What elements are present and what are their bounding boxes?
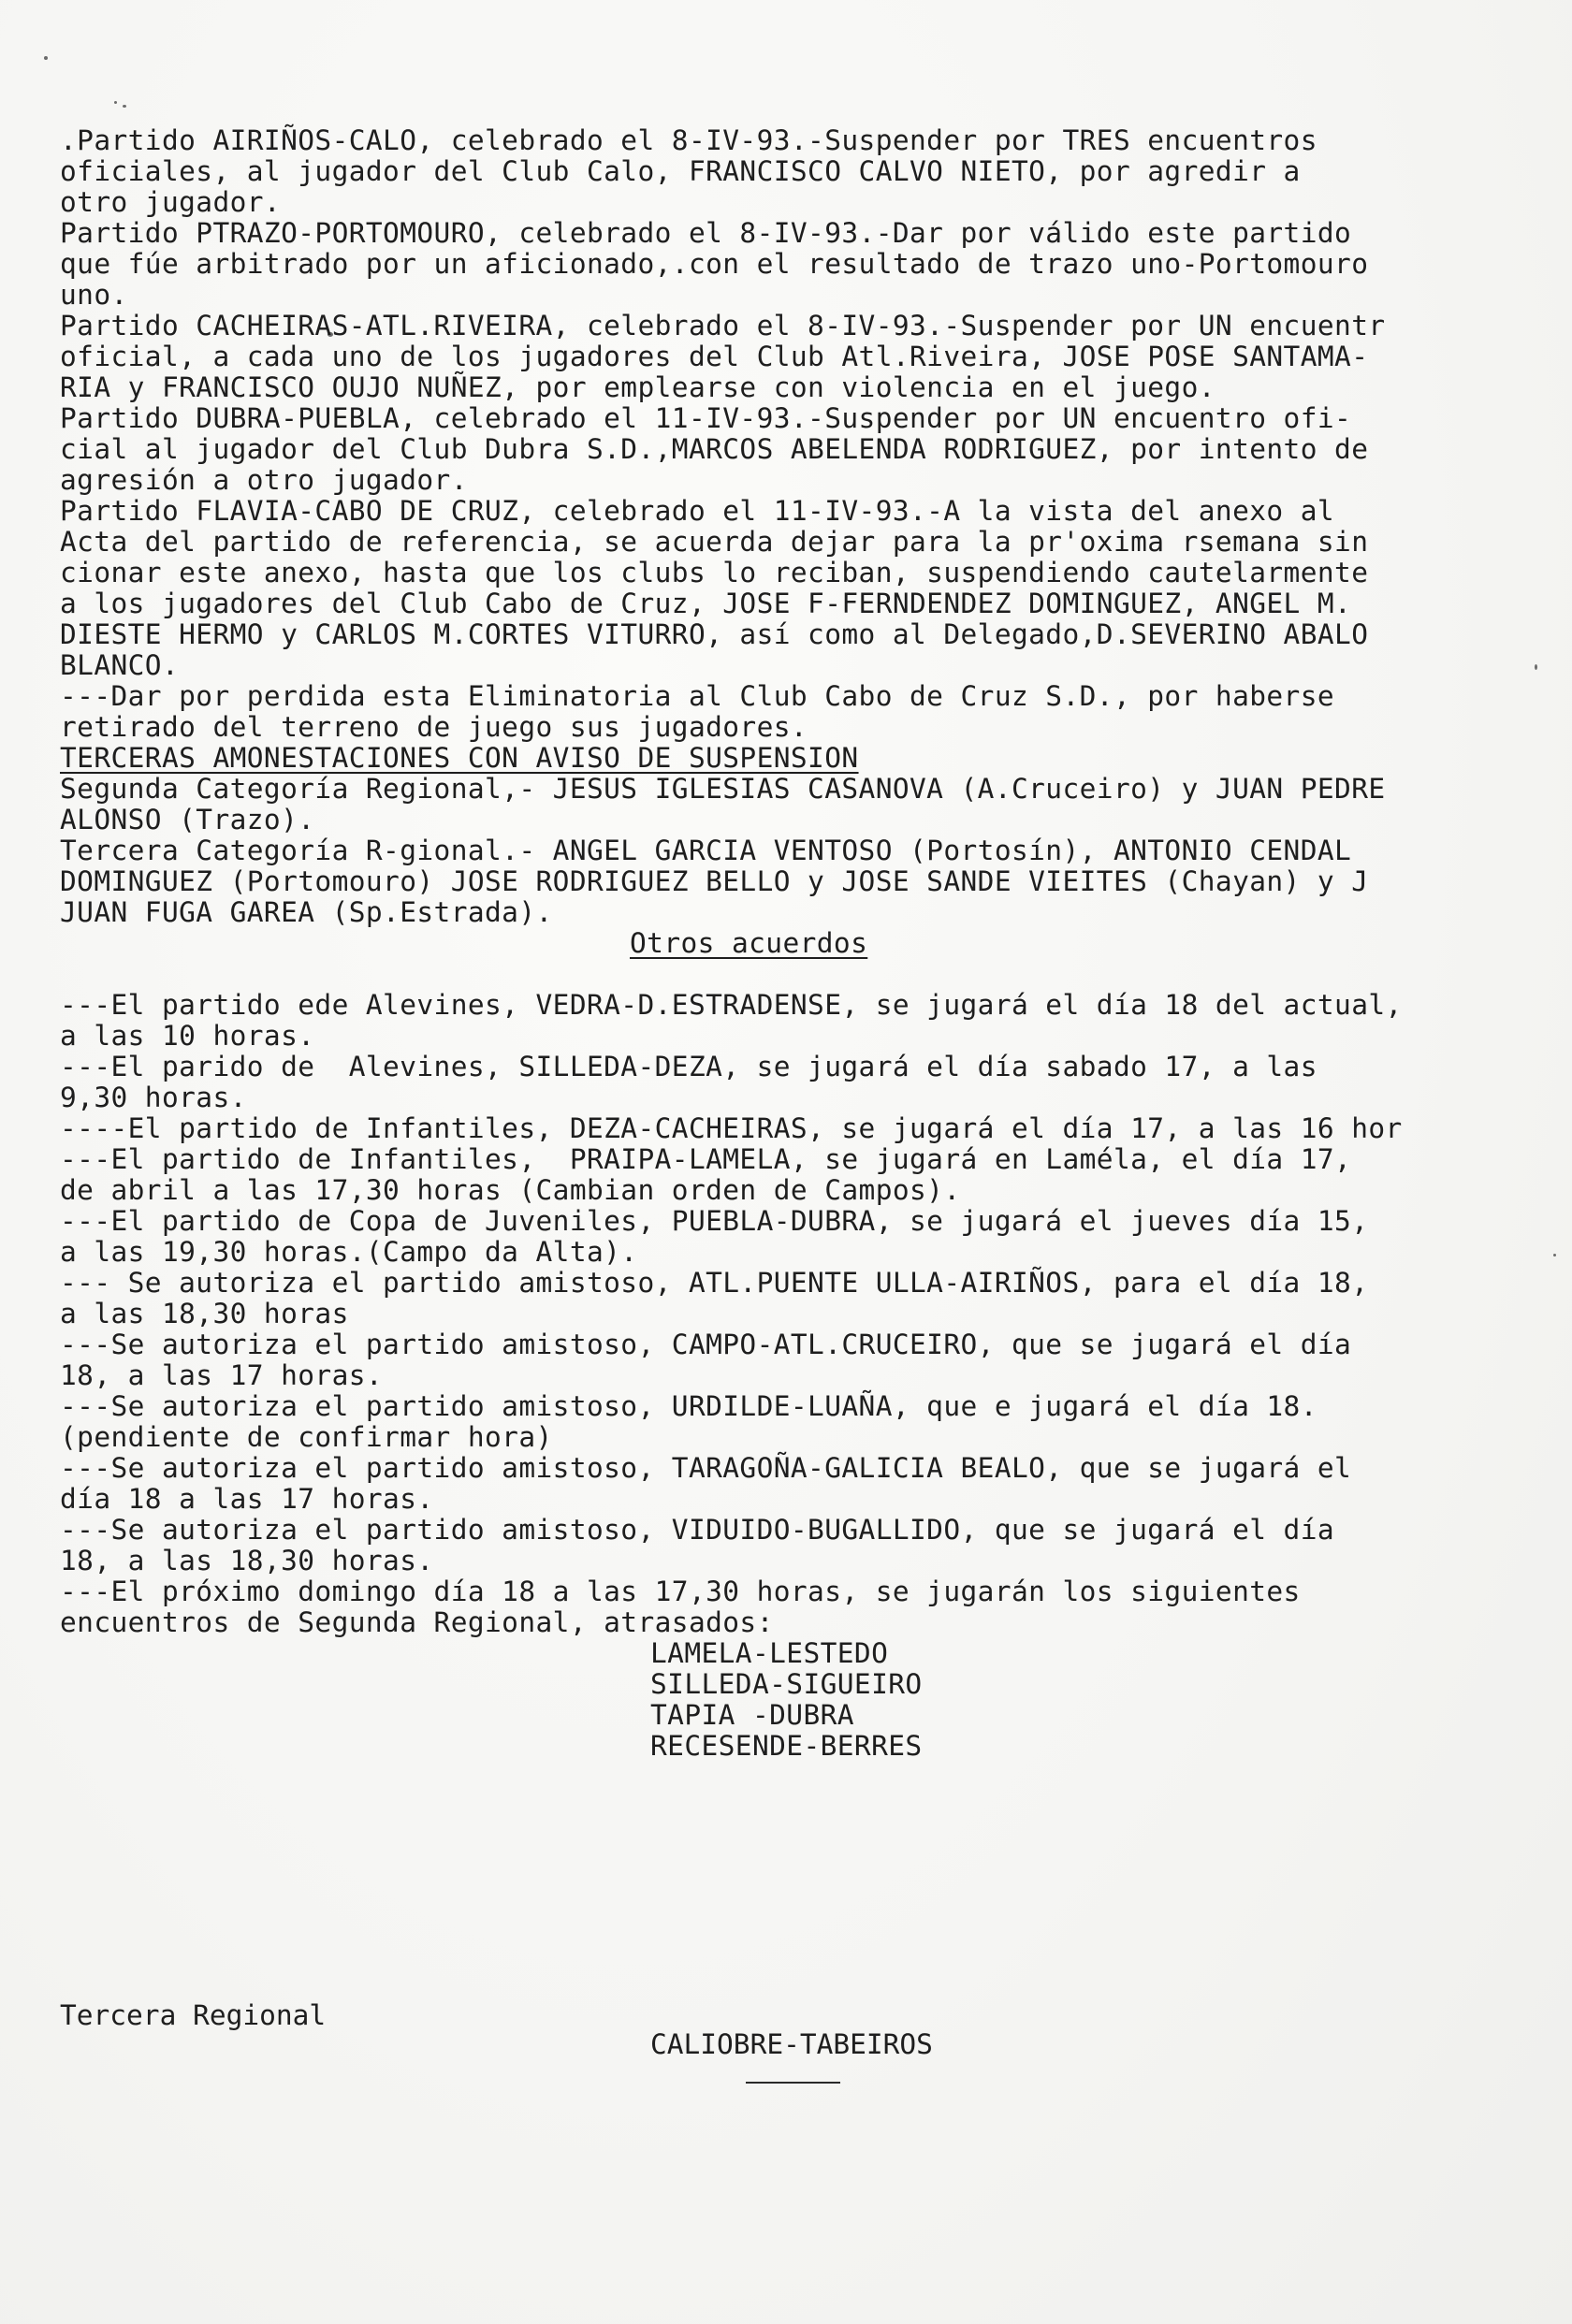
warning-paragraph: Tercera Categoría R-gional.- ANGEL GARCIA VENTOSO (Portosín), ANTONIO CENDAL DOMINGUEZ (Portomouro) JOSE RODRIGUEZ BELLO y JOSE SANDE VIEITES (Chayan) y J JUAN FUGA GAREA (Sp.Estrada). <box>60 835 1369 928</box>
tercera-label: Tercera Regional <box>60 1999 327 2031</box>
paper-speck <box>44 56 48 60</box>
match-item: SILLEDA-SIGUEIRO <box>650 1668 923 1700</box>
closing-rule <box>746 2082 840 2084</box>
ruling-paragraph: Partido DUBRA-PUEBLA, celebrado el 11-IV-93.-Suspender por UN encuentro ofi- cial al jugador del Club Dubra S.D.,MARCOS ABELENDA RODRIGUEZ, por intento de agresión a otro jugador. <box>60 402 1369 496</box>
ruling-paragraph: Partido FLAVIA-CABO DE CRUZ, celebrado el 11-IV-93.-A la vista del anexo al Acta del partido de referencia, se acuerda dejar para la pr'oxima rsemana sin cionar este anexo, hasta que los clubs lo reciban, suspendiendo cautelarmente a los jugadores del Club Cabo de Cruz, JOSE F-FERNDENDEZ DOMINGUEZ, ANGEL M. DIESTE HERMO y CARLOS M.CORTES VITURRO, así como al Delegado,D.SEVERINO ABALO BLANCO. ---Dar por perdida esta Eliminatoria al Club Cabo de Cruz S.D., por haberse retirado del terreno de juego sus jugadores. <box>60 495 1369 743</box>
paper-speck <box>123 105 126 108</box>
match-item: LAMELA-LESTEDO <box>650 1637 889 1669</box>
postponed-matches <box>60 1638 1557 1762</box>
ruling-paragraph: .Partido AIRIÑOS-CALO, celebrado el 8-IV-93.-Suspender por TRES encuentros oficiales, al jugador del Club Calo, FRANCISCO CALVO NIETO, por agredir a otro jugador. <box>60 124 1317 218</box>
tercera-match: CALIOBRE-TABEIROS <box>650 2028 933 2060</box>
warning-paragraph: Segunda Categoría Regional,- JESUS IGLESIAS CASANOVA (A.Cruceiro) y JUAN PEDRE ALONSO (Trazo). <box>60 773 1386 835</box>
ruling-paragraph: Partido CACHEIRAS-ATL.RIVEIRA, celebrado el 8-IV-93.-Suspender por UN encuentr oficial, a cada uno de los jugadores del Club Atl.Riveira, JOSE POSE SANTAMA- RIA y FRANCISCO OUJO NUÑEZ, por emplearse con violencia en el juego. <box>60 310 1386 403</box>
paper-speck <box>114 101 117 104</box>
section-heading: TERCERAS AMONESTACIONES CON AVISO DE SUSPENSION <box>60 742 859 774</box>
agreements-list: ---El partido ede Alevines, VEDRA-D.ESTRADENSE, se jugará el día 18 del actual, a las 10 horas. ---El parido de Alevines, SILLEDA-DEZA, se jugará el día sabado 17, a las 9,30 horas. ----El partido de Infantiles, DEZA-CACHEIRAS, se jugará el día 17, a las 16 hor ---El partido de Infantiles, PRAIPA-LAMELA, se jugará en Laméla, el día 17, de abril a las 17,30 horas (Cambian orden de Campos). ---El partido de Copa de Juveniles, PUEBLA-DUBRA, se jugará el jueves día 15, a las 19,30 horas.(Campo da Alta). --- Se autoriza el partido amistoso, ATL.PUENTE ULLA-AIRIÑOS, para el día 18, a las 18,30 horas ---Se autoriza el partido amistoso, CAMPO-ATL.CRUCEIRO, que se jugará el día 18, a las 17 horas. ---Se autoriza el partido amistoso, URDILDE-LUAÑA, que e jugará el día 18. (pendiente de confirmar hora) ---Se autoriza el partido amistoso, TARAGOÑA-GALICIA BEALO, que se jugará el día 18 a las 17 horas. ---Se autoriza el partido amistoso, VIDUIDO-BUGALLIDO, que se jugará el día 18, a las 18,30 horas. ---El próximo domingo día 18 a las 17,30 horas, se jugarán los siguientes encuentros de Segunda Regional, atrasados: <box>60 989 1403 1638</box>
other-heading: Otros acuerdos <box>630 927 868 959</box>
match-item: TAPIA -DUBRA <box>650 1699 854 1731</box>
ruling-paragraph: Partido PTRAZO-PORTOMOURO, celebrado el 8-IV-93.-Dar por válido este partido que fúe arbitrado por un aficionado,.con el resultado de trazo uno-Portomouro uno. <box>60 217 1369 311</box>
typed-body <box>60 125 1557 1762</box>
match-item: RECESENDE-BERRES <box>650 1730 923 1762</box>
